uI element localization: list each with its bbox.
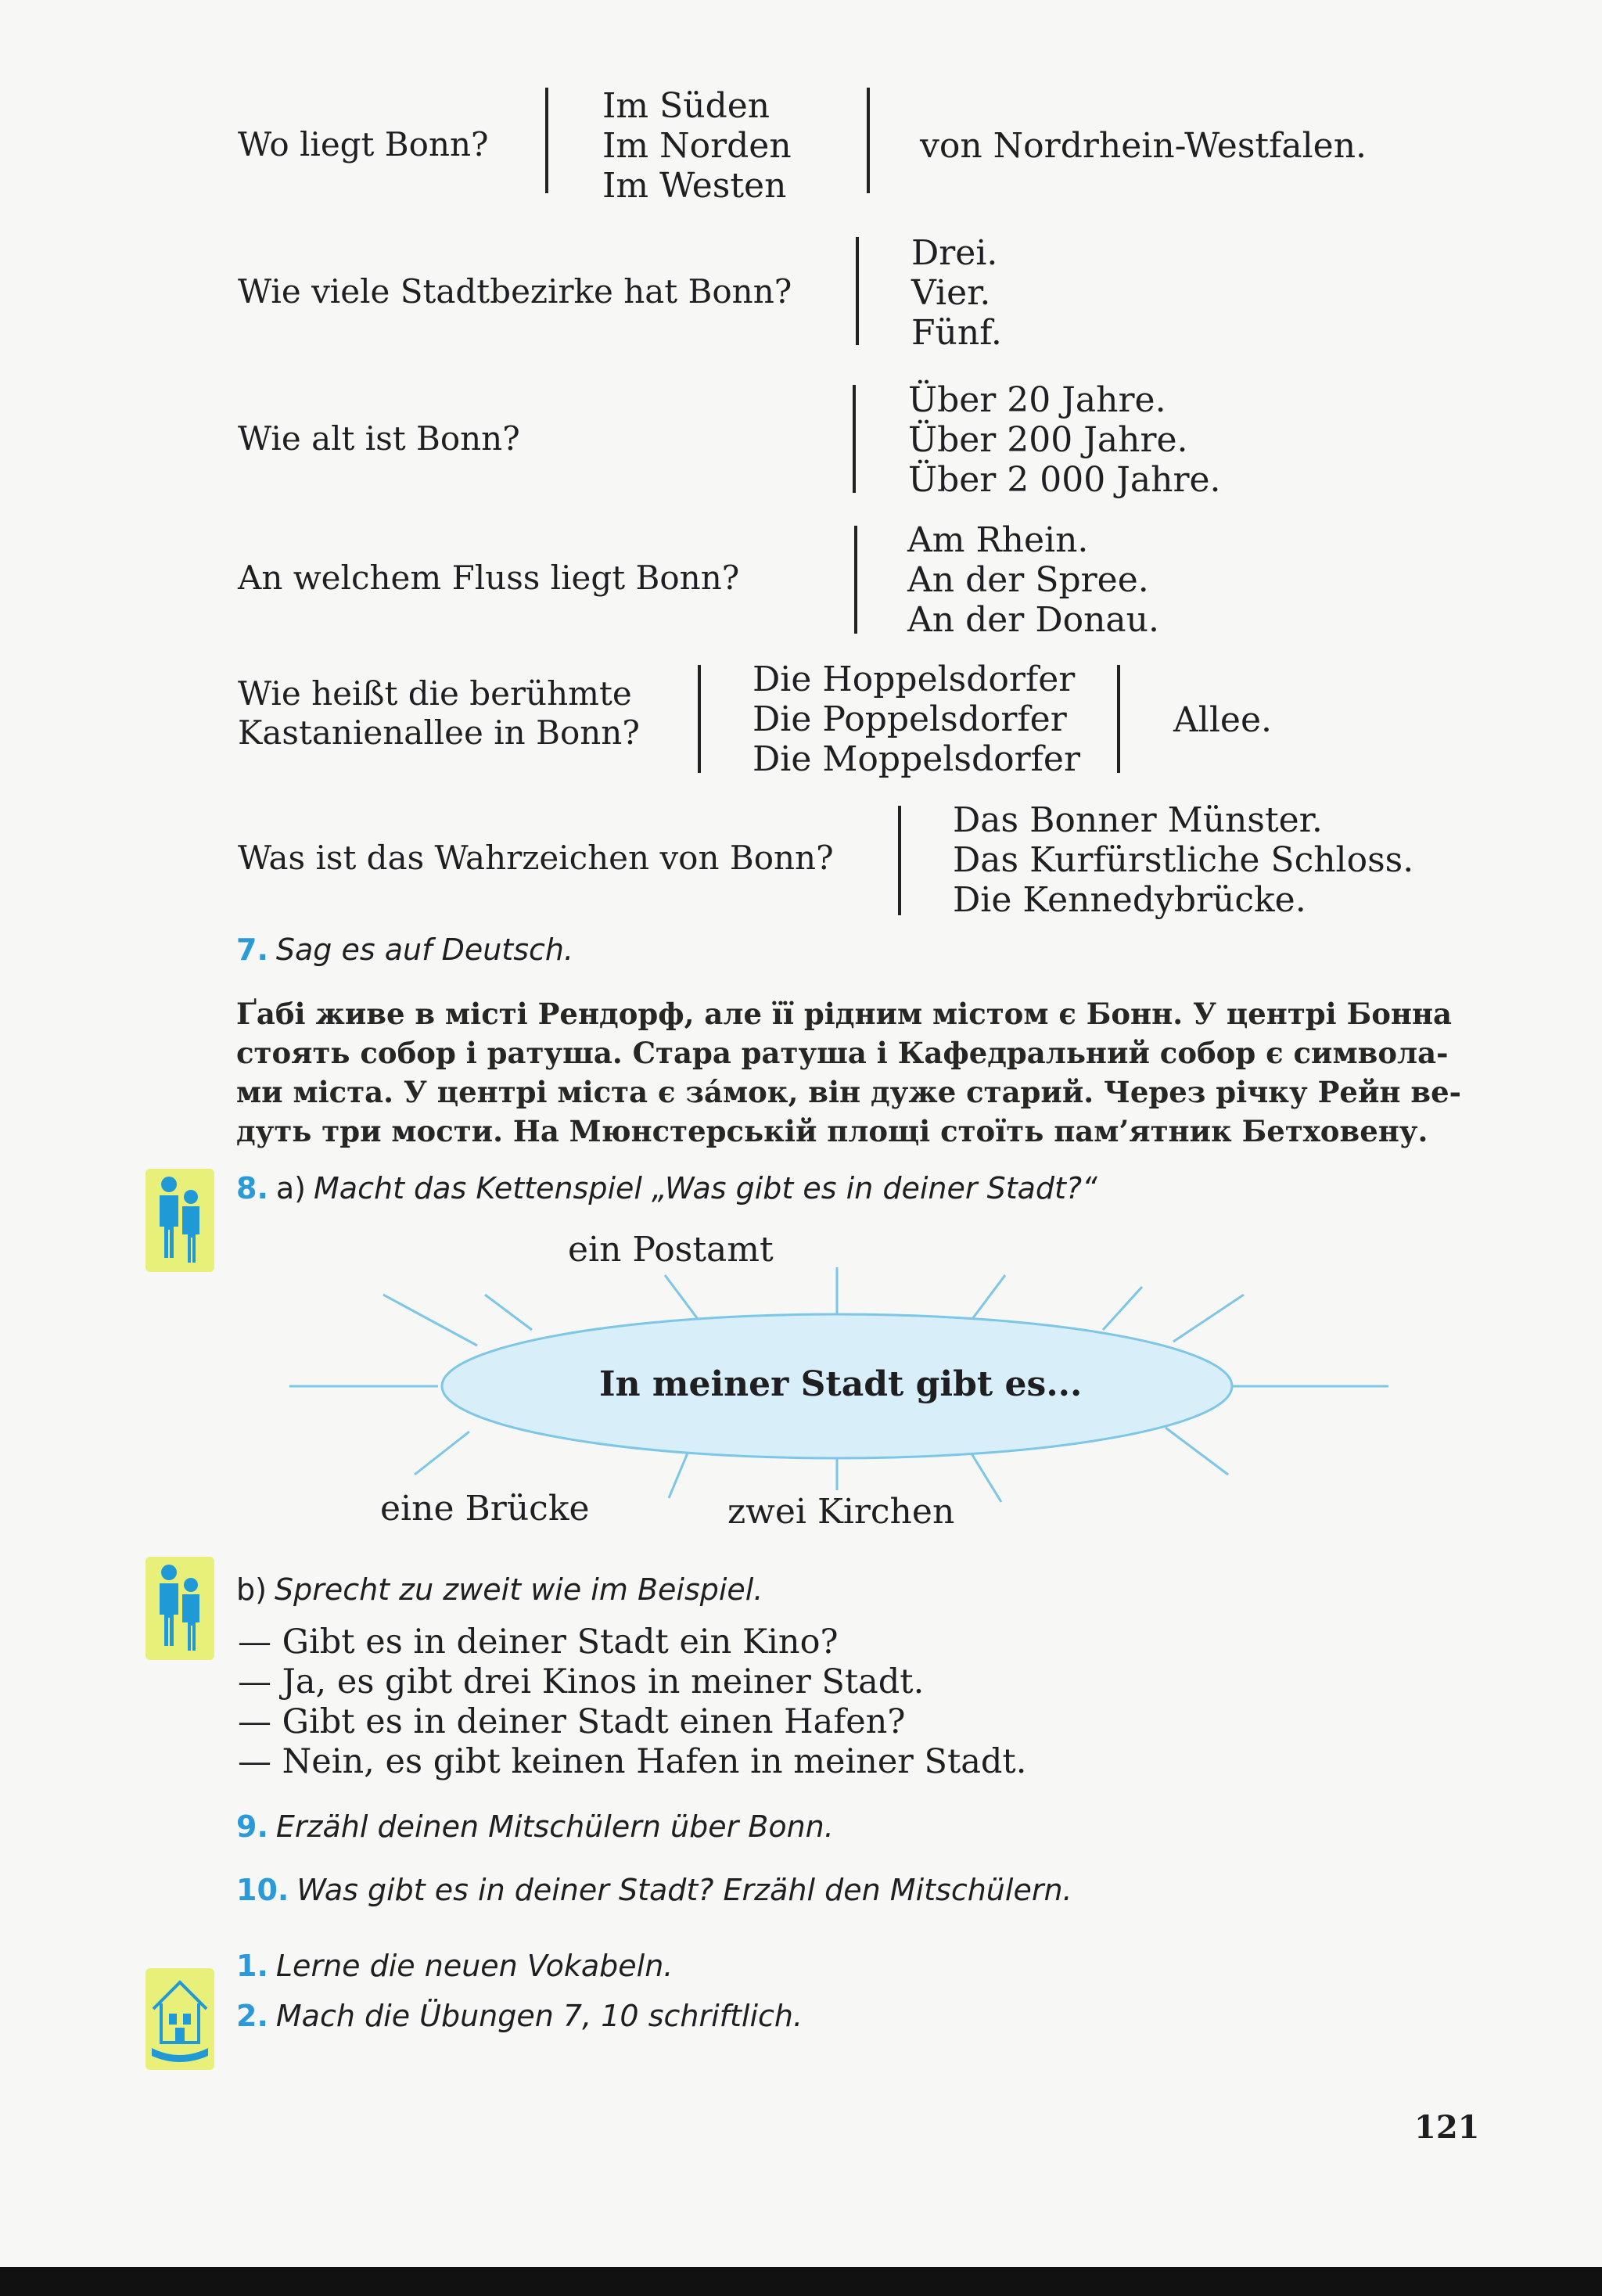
quiz-question-line: Wie heißt die berühmte bbox=[238, 674, 632, 713]
quiz-options-2 bbox=[911, 233, 1002, 353]
dialog-line: — Ja, es gibt drei Kinos in meiner Stadt. bbox=[238, 1662, 925, 1701]
exercise-7-text bbox=[236, 994, 1461, 1151]
dialog-line: — Gibt es in deiner Stadt ein Kino? bbox=[238, 1622, 839, 1662]
quiz-option: Die Kennedybrücke. bbox=[953, 880, 1306, 920]
exercise-7-heading bbox=[236, 932, 573, 967]
exercise-8b-heading bbox=[236, 1572, 763, 1607]
quiz-divider bbox=[856, 237, 859, 345]
text-line: Ґабі живе в місті Рендорф, але її рідним містом є Бонн. У центрі Бонна bbox=[236, 997, 1453, 1031]
quiz-option: Die Moppelsdorfer bbox=[753, 739, 1080, 779]
pair-work-icon bbox=[145, 1557, 214, 1660]
quiz-option: Im Norden bbox=[602, 126, 792, 166]
quiz-divider bbox=[853, 385, 856, 493]
quiz-question-4: An welchem Fluss liegt Bonn? bbox=[238, 559, 740, 597]
quiz-options-4 bbox=[907, 520, 1159, 640]
exercise-title: Erzähl deinen Mitschülern über Bonn. bbox=[275, 1809, 834, 1844]
exercise-title: Macht das Kettenspiel „Was gibt es in deiner Stadt?“ bbox=[314, 1171, 1097, 1205]
quiz-option: Über 20 Jahre. bbox=[908, 380, 1166, 420]
quiz-divider bbox=[1117, 665, 1120, 773]
quiz-option: Über 2 000 Jahre. bbox=[908, 460, 1221, 500]
exercise-title: Sag es auf Deutsch. bbox=[275, 932, 574, 967]
quiz-options-3 bbox=[908, 380, 1221, 500]
quiz-option: Das Bonner Münster. bbox=[953, 800, 1323, 840]
quiz-question-line: Kastanienallee in Bonn? bbox=[238, 713, 640, 752]
exercise-title: Sprecht zu zweit wie im Beispiel. bbox=[274, 1572, 763, 1607]
quiz-options-5 bbox=[753, 659, 1080, 779]
exercise-number: 7. bbox=[236, 932, 268, 967]
text-line: ми міста. У центрі міста є за́мок, він дуже старий. Через річку Рейн ве- bbox=[236, 1075, 1461, 1109]
quiz-divider bbox=[698, 665, 701, 773]
page-number: 121 bbox=[1414, 2109, 1480, 2146]
homework-number: 2. bbox=[236, 1999, 268, 2033]
quiz-divider bbox=[898, 806, 901, 915]
homework-item-1 bbox=[236, 1949, 673, 1983]
text-line: стоять собор і ратуша. Стара ратуша і Кафедральний собор є символа- bbox=[236, 1036, 1449, 1070]
exercise-title: Was gibt es in deiner Stadt? Erzähl den Mitschülern. bbox=[296, 1873, 1072, 1907]
exercise-10-heading bbox=[236, 1873, 1072, 1907]
dialog-line: — Gibt es in deiner Stadt einen Hafen? bbox=[238, 1702, 906, 1741]
quiz-question-6: Was ist das Wahrzeichen von Bonn? bbox=[238, 839, 834, 877]
homework-item-2 bbox=[236, 1999, 803, 2033]
quiz-question-1: Wo liegt Bonn? bbox=[238, 125, 489, 163]
quiz-option: An der Spree. bbox=[907, 560, 1149, 600]
quiz-question-5 bbox=[238, 674, 640, 753]
quiz-option: Im Süden bbox=[602, 86, 770, 126]
quiz-option: Über 200 Jahre. bbox=[908, 420, 1188, 460]
quiz-option: Vier. bbox=[911, 273, 991, 313]
quiz-suffix-1: von Nordrhein-Westfalen. bbox=[920, 126, 1367, 166]
diagram-label-bottom-right: zwei Kirchen bbox=[727, 1492, 955, 1532]
homework-title: Mach die Übungen 7, 10 schriftlich. bbox=[275, 1999, 803, 2033]
homework-title: Lerne die neuen Vokabeln. bbox=[275, 1949, 673, 1983]
quiz-options-1 bbox=[602, 86, 792, 206]
quiz-options-6 bbox=[953, 800, 1413, 920]
exercise-number: 10. bbox=[236, 1873, 289, 1907]
quiz-option: Die Hoppelsdorfer bbox=[753, 659, 1076, 699]
quiz-option: An der Donau. bbox=[907, 600, 1159, 640]
quiz-suffix-5: Allee. bbox=[1173, 700, 1272, 740]
exercise-9-heading bbox=[236, 1809, 834, 1844]
quiz-divider bbox=[867, 88, 870, 193]
quiz-question-3: Wie alt ist Bonn? bbox=[238, 419, 520, 458]
pair-work-icon bbox=[145, 1169, 214, 1272]
exercise-number: 9. bbox=[236, 1809, 268, 1844]
diagram-label-bottom-left: eine Brücke bbox=[380, 1489, 590, 1529]
quiz-option: Drei. bbox=[911, 233, 998, 273]
quiz-option: Im Westen bbox=[602, 166, 787, 206]
quiz-question-2: Wie viele Stadtbezirke hat Bonn? bbox=[238, 272, 792, 311]
exercise-part-letter: b) bbox=[236, 1572, 267, 1607]
dialog-line: — Nein, es gibt keinen Hafen in meiner Stadt. bbox=[238, 1742, 1027, 1781]
text-line: дуть три мости. На Мюнстерській площі стоїть пам’ятник Бетховену. bbox=[236, 1114, 1428, 1148]
exercise-8a-heading bbox=[236, 1171, 1097, 1205]
example-dialog bbox=[238, 1622, 1026, 1782]
scan-bottom-edge bbox=[0, 2267, 1602, 2296]
quiz-option: Die Poppelsdorfer bbox=[753, 699, 1067, 739]
exercise-part-letter: a) bbox=[275, 1171, 307, 1205]
quiz-divider bbox=[545, 88, 548, 193]
quiz-divider bbox=[854, 526, 857, 634]
diagram-center-label: In meiner Stadt gibt es... bbox=[599, 1364, 1083, 1404]
homework-number: 1. bbox=[236, 1949, 268, 1983]
diagram-label-top: ein Postamt bbox=[568, 1230, 774, 1270]
exercise-number: 8. bbox=[236, 1171, 268, 1205]
quiz-option: Am Rhein. bbox=[907, 520, 1089, 560]
quiz-option: Fünf. bbox=[911, 313, 1002, 353]
quiz-option: Das Kurfürstliche Schloss. bbox=[953, 840, 1414, 880]
homework-house-icon bbox=[145, 1968, 214, 2070]
